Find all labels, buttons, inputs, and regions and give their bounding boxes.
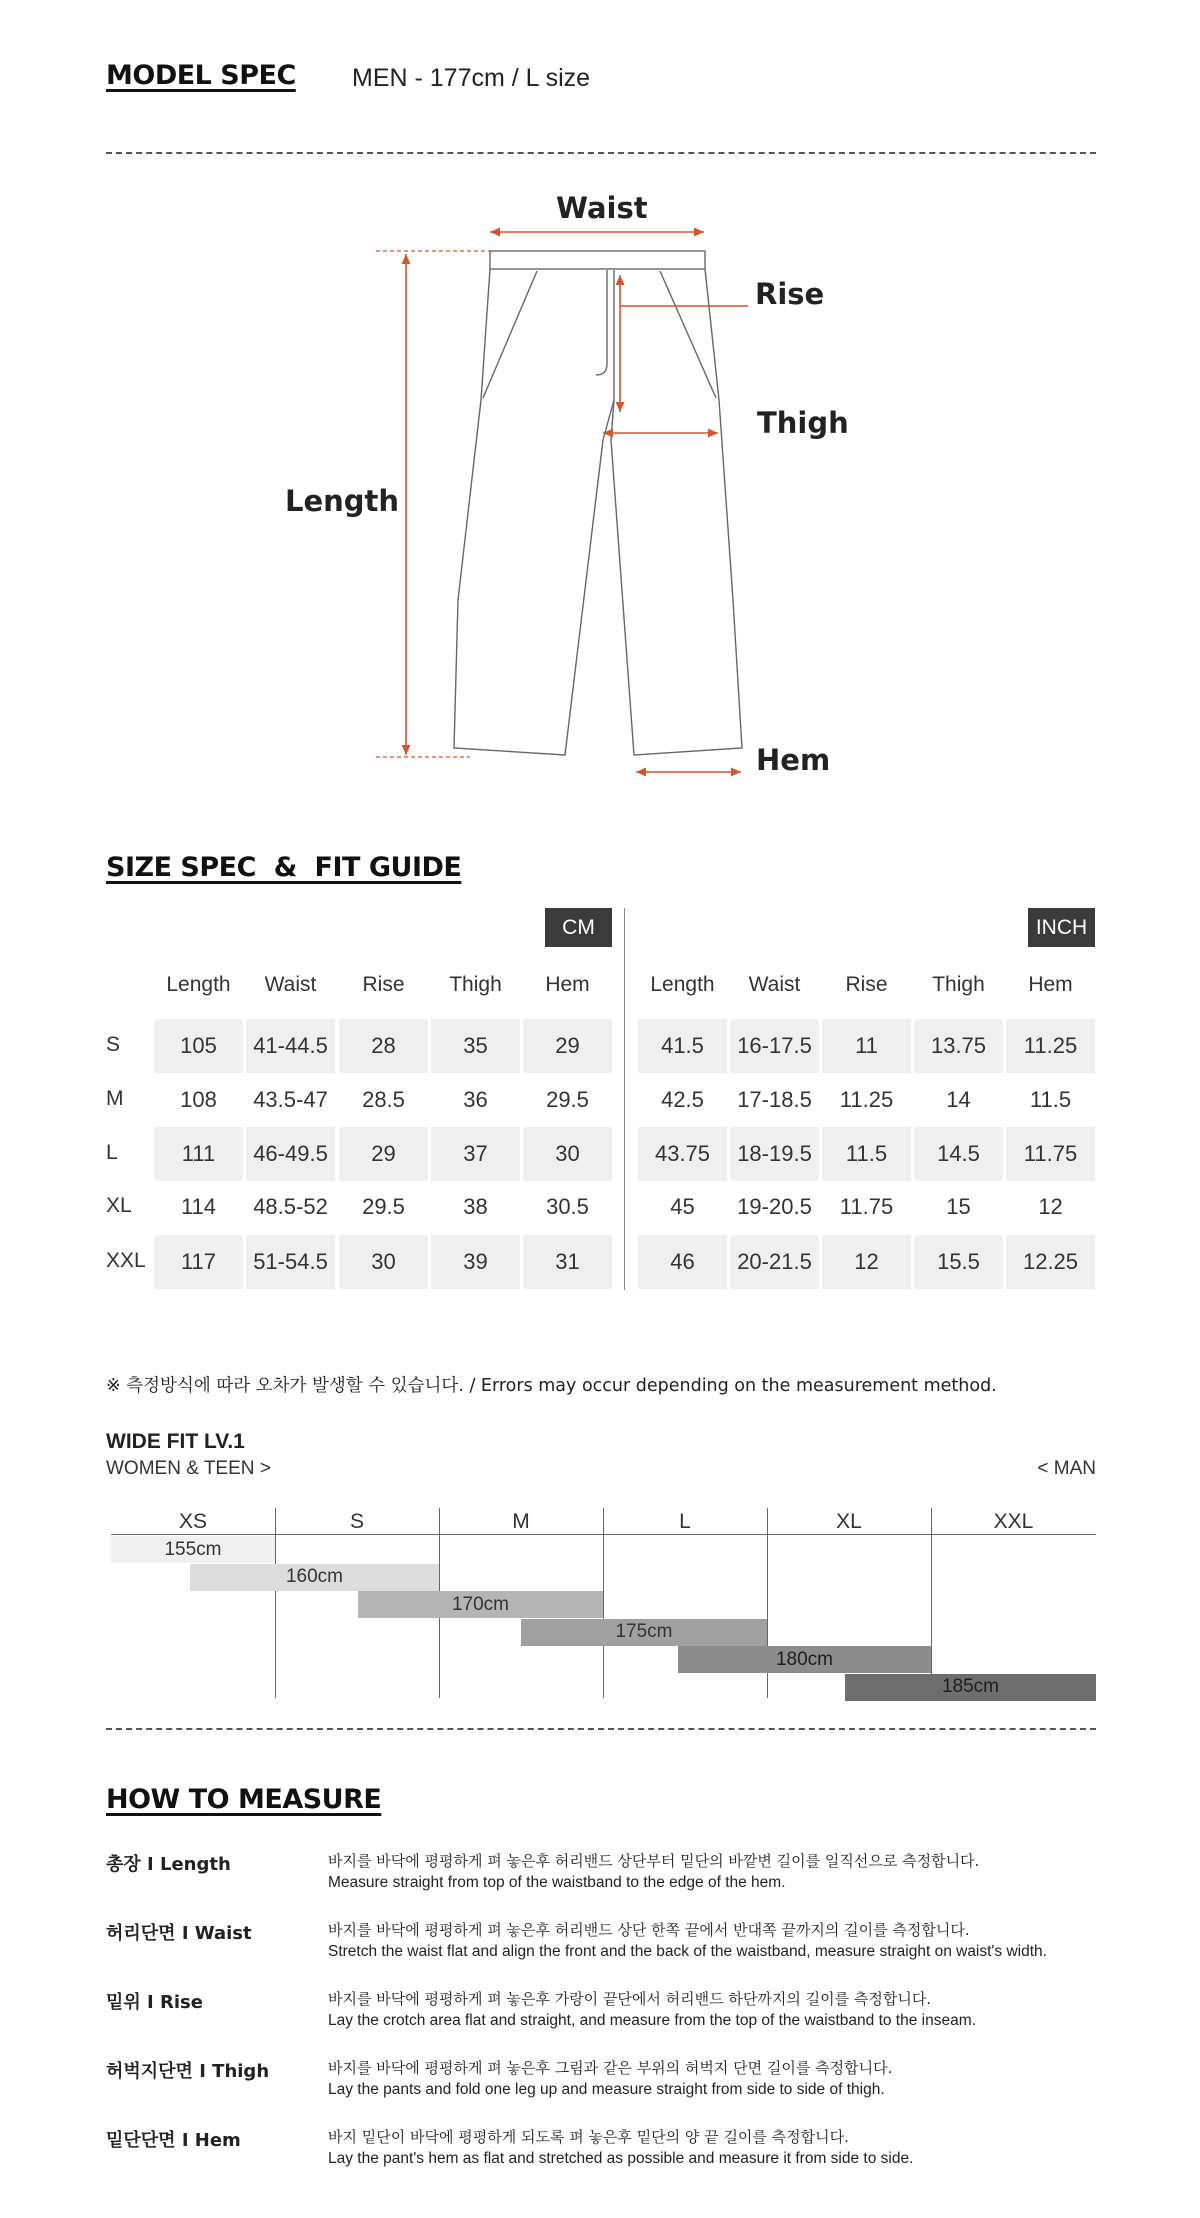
fit-column-divider	[603, 1508, 604, 1698]
inch-cell: 14.5	[914, 1127, 1003, 1181]
inch-cell: 11.5	[1029, 1087, 1072, 1112]
size-row-label: XL	[106, 1194, 132, 1217]
size-row-label: S	[106, 1033, 121, 1056]
cm-cell: 108	[180, 1087, 217, 1112]
fit-size-label: L	[679, 1510, 691, 1533]
label-length: Length	[285, 484, 400, 518]
cm-cell: 29	[523, 1019, 612, 1073]
measure-description-kr: 바지를 바닥에 평평하게 펴 놓은후 그림과 같은 부위의 허벅지 단면 길이를 측정합니다.	[328, 2059, 893, 2077]
inch-cell: 12	[822, 1235, 911, 1289]
inch-cell: 19-20.5	[737, 1194, 812, 1219]
fit-height-bar: 160cm	[190, 1564, 439, 1591]
inch-cell: 12	[1038, 1194, 1063, 1219]
cm-cell: 43.5-47	[253, 1087, 328, 1112]
inch-cell: 17-18.5	[737, 1087, 812, 1112]
measure-term: 밑단단면 I Hem	[106, 2130, 241, 2151]
fit-size-label: M	[512, 1510, 530, 1533]
measure-description-en: Lay the pant's hem as flat and stretched as possible and measure it from side to side.	[328, 2150, 914, 2167]
fit-height-bar: 155cm	[111, 1536, 275, 1563]
measure-description-kr: 바지 밑단이 바닥에 평평하게 되도록 펴 놓은후 밑단의 양 끝 길이를 측정합니다.	[328, 2128, 849, 2146]
measurement-note: ※ 측정방식에 따라 오차가 발생할 수 있습니다. / Errors may occur depending on the measurement method.	[106, 1376, 997, 1396]
cm-cell: 29.5	[546, 1087, 589, 1112]
inch-cell: 16-17.5	[730, 1019, 819, 1073]
fit-column-divider	[931, 1508, 932, 1698]
inch-badge: INCH	[1028, 908, 1095, 947]
inch-column-header: Hem	[1028, 973, 1073, 996]
label-waist: Waist	[556, 191, 648, 225]
fit-height-bar: 175cm	[521, 1619, 767, 1646]
measure-description-kr: 바지를 바닥에 평평하게 펴 놓은후 허리밴드 상단부터 밑단의 바깥변 길이를 일직선으로 측정합니다.	[328, 1852, 980, 1870]
how-to-measure-title: HOW TO MEASURE	[106, 1784, 382, 1815]
cm-cell: 117	[154, 1235, 243, 1289]
cm-column-header: Waist	[264, 973, 317, 996]
fit-column-divider	[275, 1508, 276, 1698]
cm-column-header: Hem	[545, 973, 590, 996]
measure-description-en: Lay the pants and fold one leg up and measure straight from side to side of thigh.	[328, 2081, 885, 2098]
pants-diagram	[0, 170, 1200, 790]
inch-column-header: Length	[650, 973, 715, 996]
cm-cell: 105	[154, 1019, 243, 1073]
fit-guide-right-label: < MAN	[1037, 1458, 1096, 1479]
cm-cell: 35	[431, 1019, 520, 1073]
inch-cell: 46	[638, 1235, 727, 1289]
fit-height-bar: 170cm	[358, 1591, 603, 1618]
inch-cell: 14	[946, 1087, 971, 1112]
cm-cell: 114	[180, 1194, 217, 1219]
cm-cell: 48.5-52	[253, 1194, 328, 1219]
cm-cell: 51-54.5	[246, 1235, 335, 1289]
cm-cell: 28	[339, 1019, 428, 1073]
inch-cell: 11.75	[1006, 1127, 1095, 1181]
fit-height-bar: 185cm	[845, 1674, 1096, 1701]
size-row-label: M	[106, 1087, 124, 1110]
size-row-label: XXL	[106, 1249, 146, 1272]
cm-cell: 36	[463, 1087, 488, 1112]
table-divider	[624, 908, 625, 1290]
cm-cell: 30.5	[546, 1194, 589, 1219]
measure-term: 허벅지단면 I Thigh	[106, 2061, 270, 2082]
fit-size-label: S	[349, 1510, 364, 1533]
measure-description-kr: 바지를 바닥에 평평하게 펴 놓은후 가랑이 끝단에서 허리밴드 하단까지의 길이를 측정합니다.	[328, 1990, 932, 2008]
measure-description-en: Lay the crotch area flat and straight, and measure from the top of the waistband to the inseam.	[328, 2012, 976, 2029]
size-spec-title: SIZE SPEC & FIT GUIDE	[106, 852, 462, 883]
inch-column-header: Waist	[748, 973, 801, 996]
inch-cell: 11.25	[1006, 1019, 1095, 1073]
model-spec-value: MEN - 177cm / L size	[352, 64, 591, 92]
inch-cell: 11.5	[822, 1127, 911, 1181]
inch-cell: 13.75	[914, 1019, 1003, 1073]
fit-size-label: XL	[836, 1510, 862, 1533]
inch-cell: 11.75	[839, 1194, 894, 1219]
fit-height-bar: 180cm	[678, 1646, 931, 1673]
cm-cell: 28.5	[362, 1087, 405, 1112]
divider-top	[106, 152, 1096, 154]
cm-cell: 29	[339, 1127, 428, 1181]
cm-column-header: Length	[166, 973, 231, 996]
inch-cell: 11	[822, 1019, 911, 1073]
cm-cell: 111	[154, 1127, 243, 1181]
inch-cell: 11.25	[839, 1087, 894, 1112]
label-hem: Hem	[756, 743, 831, 777]
inch-cell: 20-21.5	[730, 1235, 819, 1289]
measure-arrows	[406, 232, 748, 772]
pants-outline	[454, 251, 742, 755]
measure-term: 허리단면 I Waist	[106, 1923, 252, 1944]
fit-guide-left-label: WOMEN & TEEN >	[106, 1458, 271, 1479]
inch-cell: 18-19.5	[730, 1127, 819, 1181]
inch-cell: 15.5	[914, 1235, 1003, 1289]
divider-bottom	[106, 1728, 1096, 1730]
fit-size-label: XS	[178, 1510, 207, 1533]
measure-description-en: Stretch the waist flat and align the front and the back of the waistband, measure straight on waist's width.	[328, 1943, 1047, 1960]
measure-term: 밑위 I Rise	[106, 1992, 203, 2013]
measure-description-en: Measure straight from top of the waistband to the edge of the hem.	[328, 1874, 786, 1891]
inch-cell: 43.75	[638, 1127, 727, 1181]
fit-guide-title: WIDE FIT LV.1	[106, 1430, 245, 1453]
cm-column-header: Thigh	[449, 973, 502, 996]
size-row-label: L	[106, 1141, 118, 1164]
fit-header-line	[111, 1534, 1096, 1535]
inch-cell: 12.25	[1006, 1235, 1095, 1289]
inch-column-header: Thigh	[932, 973, 985, 996]
label-thigh: Thigh	[757, 406, 849, 440]
label-rise: Rise	[755, 277, 825, 311]
inch-cell: 45	[670, 1194, 695, 1219]
cm-column-header: Rise	[362, 973, 405, 996]
measure-description-kr: 바지를 바닥에 평평하게 펴 놓은후 허리밴드 상단 한쪽 끝에서 반대쪽 끝까지의 길이를 측정합니다.	[328, 1921, 970, 1939]
model-spec-title: MODEL SPEC	[106, 60, 296, 91]
cm-cell: 29.5	[362, 1194, 405, 1219]
cm-cell: 30	[523, 1127, 612, 1181]
inch-column-header: Rise	[845, 973, 888, 996]
inch-cell: 15	[946, 1194, 971, 1219]
cm-cell: 30	[339, 1235, 428, 1289]
cm-cell: 41-44.5	[246, 1019, 335, 1073]
inch-cell: 42.5	[661, 1087, 704, 1112]
cm-cell: 37	[431, 1127, 520, 1181]
inch-cell: 41.5	[638, 1019, 727, 1073]
cm-cell: 39	[431, 1235, 520, 1289]
measure-term: 총장 I Length	[106, 1854, 231, 1875]
cm-cell: 38	[463, 1194, 488, 1219]
cm-badge: CM	[545, 908, 612, 947]
cm-cell: 31	[523, 1235, 612, 1289]
fit-size-label: XXL	[993, 1510, 1034, 1533]
cm-cell: 46-49.5	[246, 1127, 335, 1181]
